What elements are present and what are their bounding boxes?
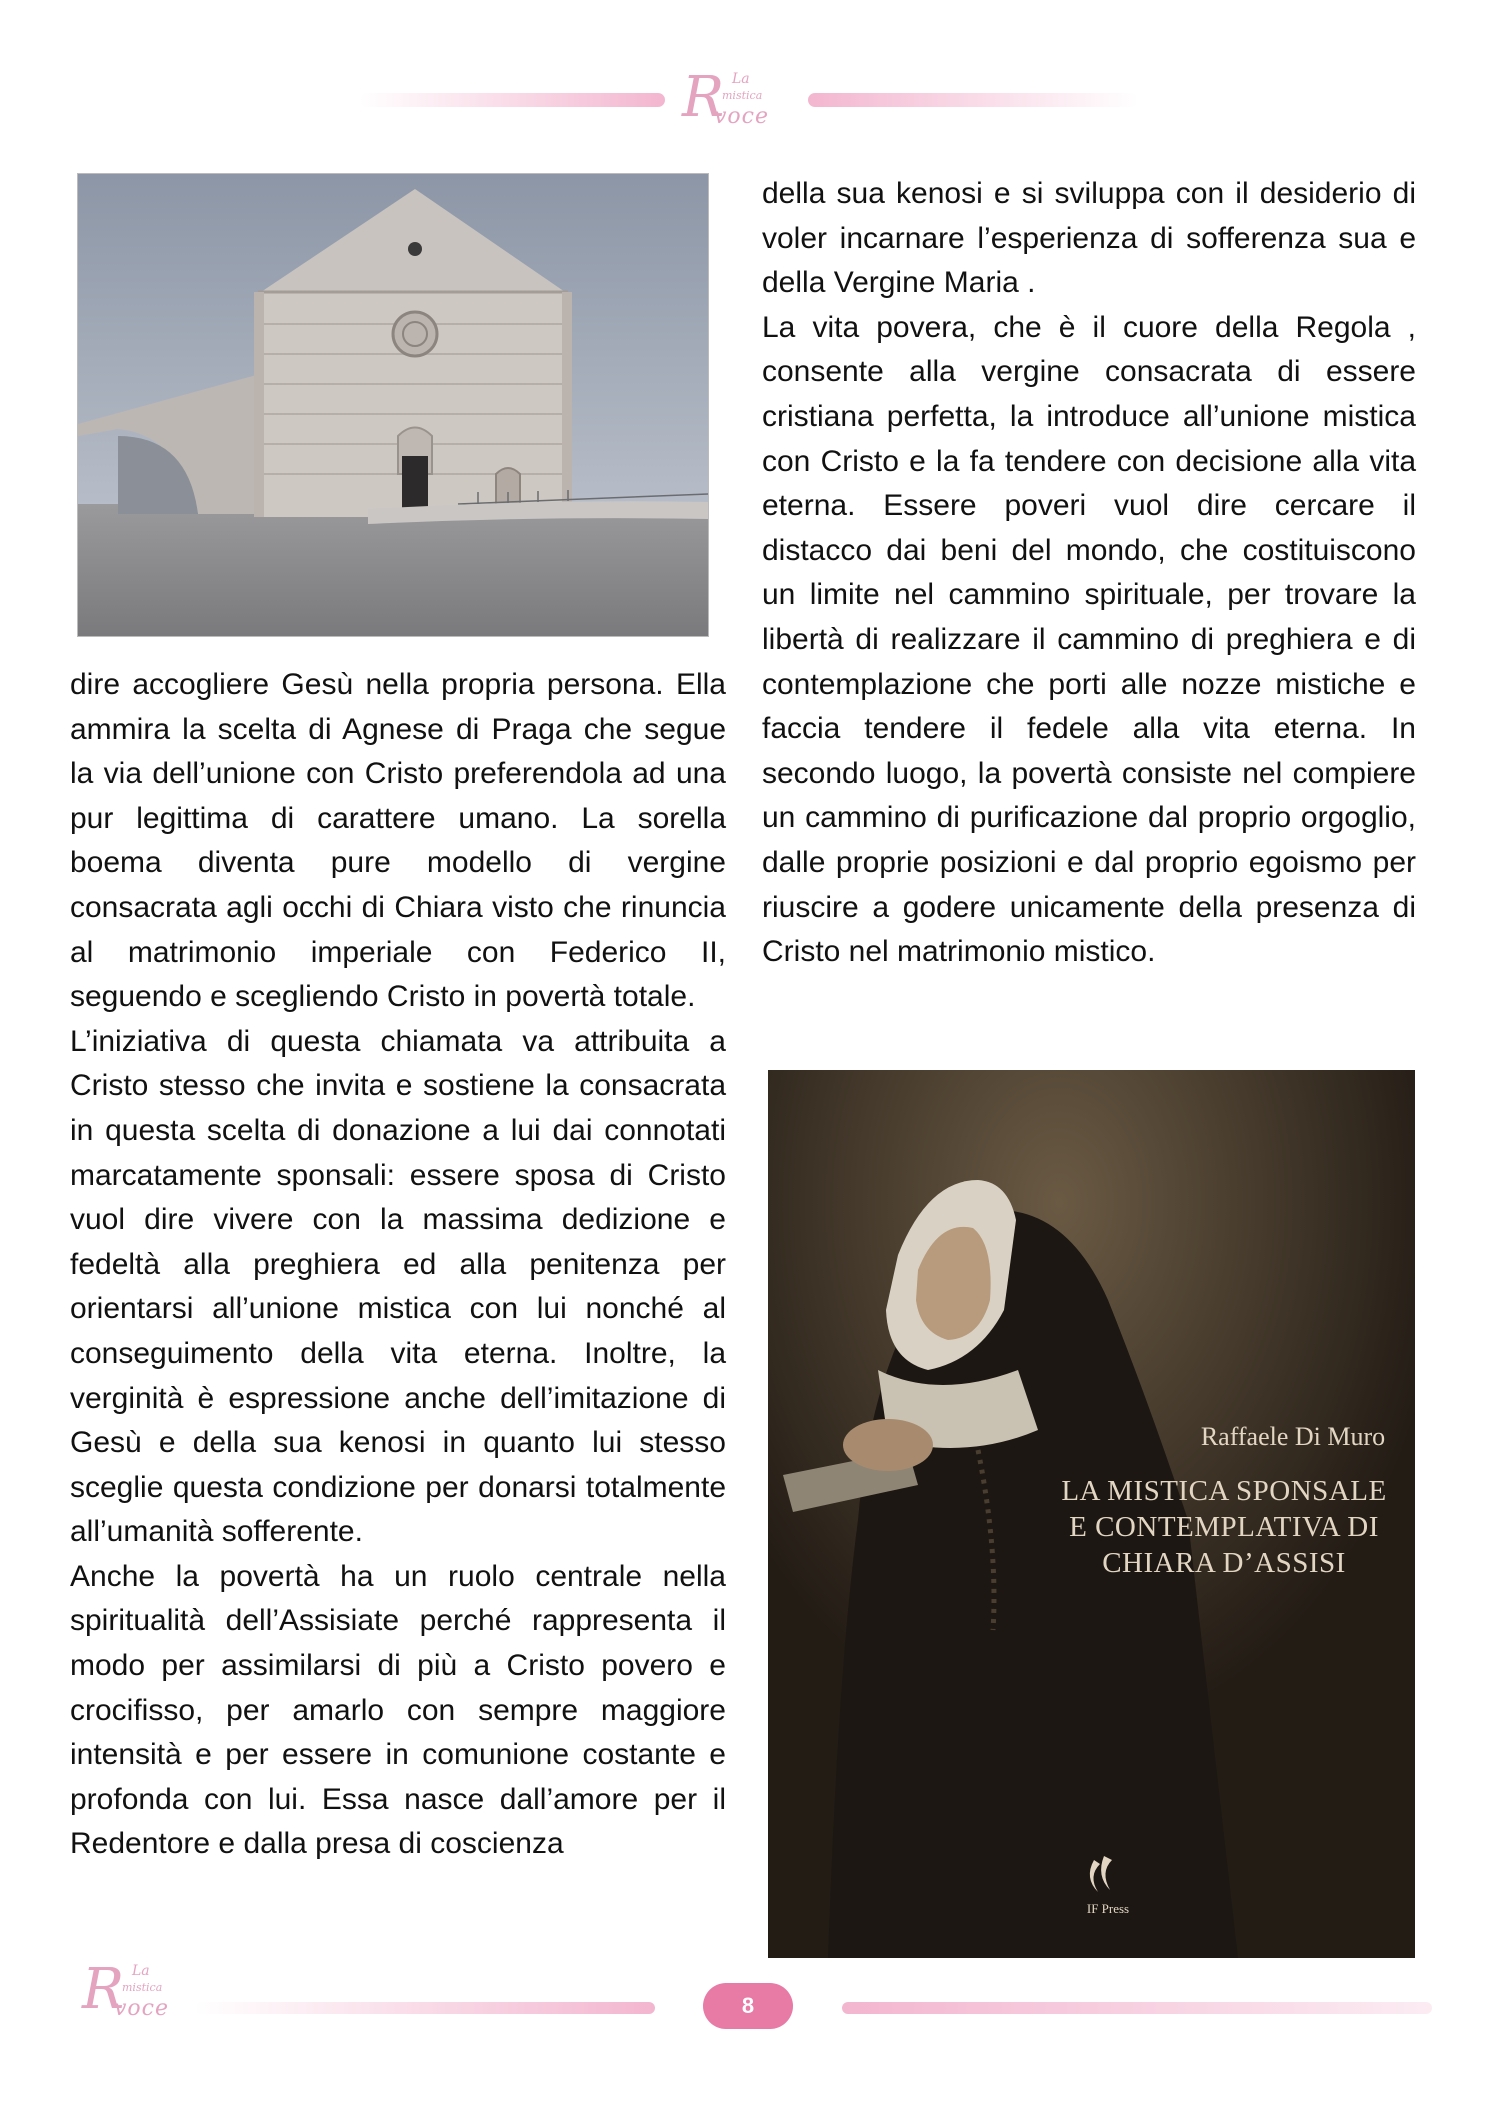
paragraph: dire accogliere Gesù nella propria persona. Ella ammira la scelta di Agnese di Praga che segue la via dell’unione con Cristo preferendola ad una pur legittima di carattere umano. La sorella boema diventa pure modello di vergine consacrata agli occhi di Chiara visto che rinuncia al matrimonio imperiale con Federico II, seguendo e scegliendo Cristo in povertà totale. xyxy=(70,668,726,1014)
paragraph: L’iniziativa di questa chiamata va attribuita a Cristo stesso che invita e sostiene la consacrata in questa scelta di donazione a lui dai connotati marcatamente sponsali: essere sposa di Cristo vuol dire vivere con la massima dedizione e fedeltà alla preghiera ed alla penitenza per orientarsi all’unione mistica con lui nonché al conseguimento della vita eterna. Inoltre, la verginità è espressione anche dell’imitazione di Gesù e della sua kenosi in quanto lui stesso sceglie questa condizione per donarsi totalmente all’umanità sofferente. xyxy=(70,1024,726,1549)
header-divider-left xyxy=(360,93,665,107)
paragraph: La vita povera, che è il cuore della Regola , consente alla vergine consacrata di essere cristiana perfetta, la introduce all’unione mistica con Cristo e la fa tendere con decisione alla vita eterna. Essere poveri vuol dire cercare il distacco dai beni del mondo, che costituiscono un limite nel cammino spirituale, per trovare la libertà di realizzare il cammino di preghiera e di contemplazione che porti alle nozze mistiche e faccia tendere il fedele alla vita eterna. In secondo luogo, la povertà consiste nel compiere un cammino di purificazione dal proprio orgoglio, dalle proprie posizioni e dal proprio egoismo per riuscire a godere unicamente della presenza di Cristo nel matrimonio mistico. xyxy=(762,310,1416,969)
church-photo xyxy=(77,173,709,637)
header-logo: R La mistica voce xyxy=(682,65,770,130)
article-column-right xyxy=(762,172,1416,975)
paragraph: della sua kenosi e si sviluppa con il desiderio di voler incarnare l’esperienza di sofferenza sua e della Vergine Maria . xyxy=(762,177,1416,300)
footer-logo: R La mistica voce xyxy=(82,1957,170,2022)
header-divider-right xyxy=(808,93,1138,107)
article-column-left xyxy=(70,663,726,1867)
book-title: LA MISTICA SPONSALE E CONTEMPLATIVA DI CHIARA D’ASSISI xyxy=(1061,1475,1387,1579)
page-number-badge: 8 xyxy=(703,1983,793,2029)
book-publisher: IF Press xyxy=(1086,1901,1130,1916)
book-author: Raffaele Di Muro xyxy=(1200,1422,1386,1451)
basilica-illustration xyxy=(78,174,708,636)
footer-divider-right xyxy=(842,2002,1432,2014)
book-cover xyxy=(768,1070,1415,1958)
footer-divider-left xyxy=(195,2002,655,2014)
paragraph: Anche la povertà ha un ruolo centrale nella spiritualità dell’Assisiate perché rappresenta il modo per assimilarsi di più a Cristo povero e crocifisso, per amarlo con sempre maggiore intensità e per essere in comunione costante e profonda con lui. Essa nasce dall’amore per il Redentore e dalla presa di coscienza xyxy=(70,1559,726,1861)
